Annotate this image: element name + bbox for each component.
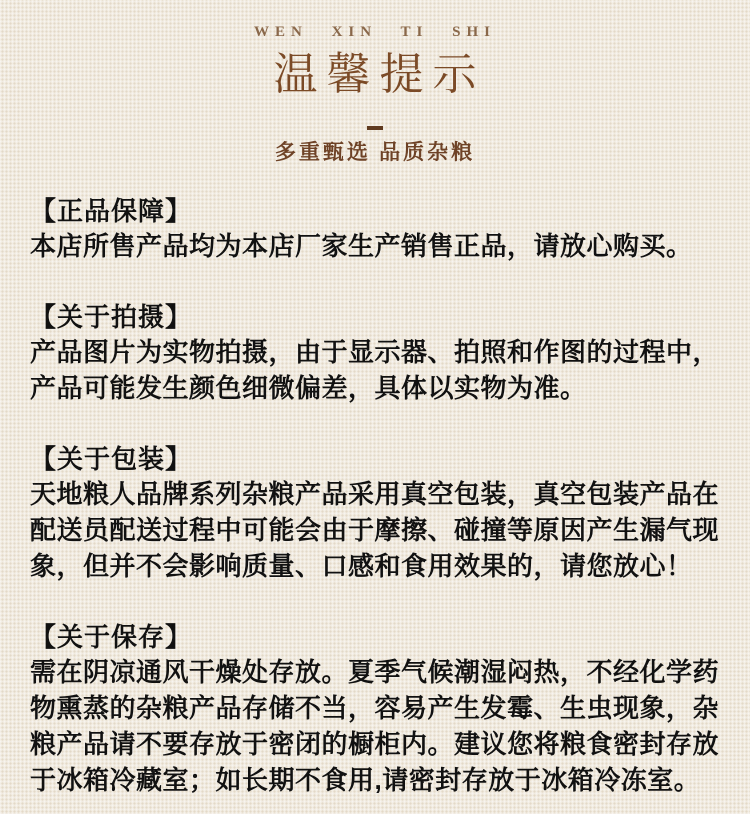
- section-line: 需在阴凉通风干燥处存放。夏季气候潮湿闷热，不经化学药: [30, 657, 720, 687]
- section-line: 产品可能发生颜色细微偏差，具体以实物为准。: [30, 373, 587, 403]
- section-line: 产品图片为实物拍摄，由于显示器、拍照和作图的过程中，: [30, 337, 720, 367]
- section-line: 粮产品请不要存放于密闭的橱柜内。建议您将粮食密封存放: [30, 729, 720, 759]
- title-divider: [367, 126, 383, 130]
- page-title: 温馨提示: [273, 50, 486, 99]
- section-heading: 【正品保障】: [30, 196, 193, 226]
- section-packaging: [30, 442, 720, 584]
- section-line: 天地粮人品牌系列杂粮产品采用真空包装，真空包装产品在: [30, 479, 720, 509]
- section-heading: 【关于拍摄】: [30, 302, 193, 332]
- section-photography: [30, 300, 720, 406]
- page-subtitle: 多重甄选 品质杂粮: [274, 140, 476, 164]
- section-line: 象，但并不会影响质量、口感和食用效果的，请您放心！: [30, 551, 693, 581]
- section-line: 本店所售产品均为本店厂家生产销售正品，请放心购买。: [30, 231, 693, 261]
- section-line: 物熏蒸的杂粮产品存储不当，容易产生发霉、生虫现象，杂: [30, 693, 720, 723]
- tips-sections: [0, 194, 750, 798]
- section-heading: 【关于保存】: [30, 622, 193, 652]
- page-header: [0, 24, 750, 164]
- section-heading: 【关于包装】: [30, 444, 193, 474]
- section-storage: [30, 620, 720, 798]
- section-authenticity: [30, 194, 720, 264]
- section-line: 于冰箱冷藏室；如长期不食用,请密封存放于冰箱冷冻室。: [30, 765, 701, 795]
- eyebrow-text: WEN XIN TI SHI: [253, 24, 496, 40]
- section-line: 配送员配送过程中可能会由于摩擦、碰撞等原因产生漏气现: [30, 515, 720, 545]
